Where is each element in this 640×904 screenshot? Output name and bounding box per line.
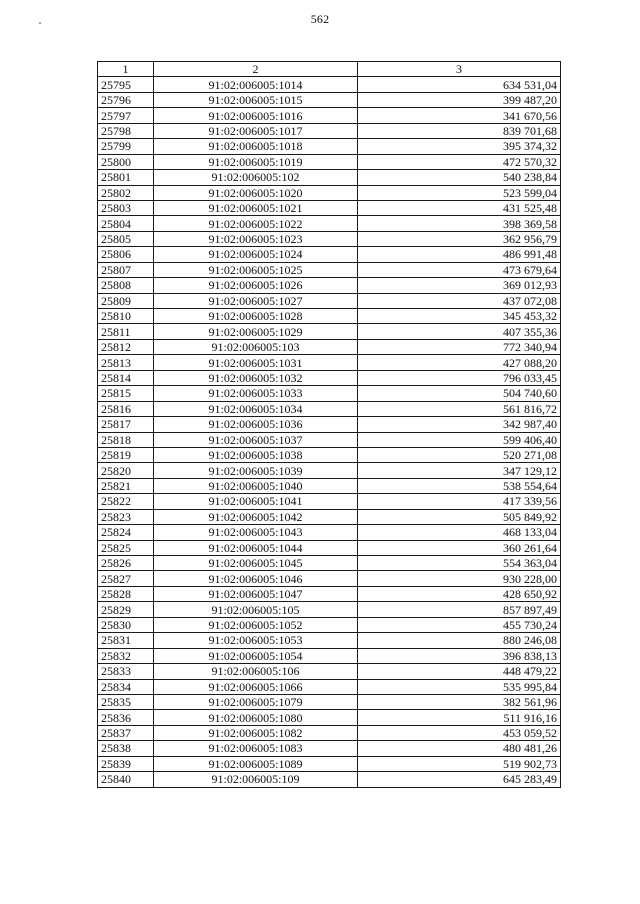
table-row: [98, 710, 561, 725]
table-row: [98, 123, 561, 138]
table-row: [98, 92, 561, 107]
cadastral-number-cell: 91:02:006005:1036: [154, 417, 358, 432]
value-cell: 347 129,12: [358, 463, 561, 478]
table-row: [98, 509, 561, 524]
value-cell: 930 228,00: [358, 571, 561, 586]
cadastral-number-cell: 91:02:006005:1079: [154, 694, 358, 709]
table-row: [98, 401, 561, 416]
cadastral-number-cell: 91:02:006005:1037: [154, 432, 358, 447]
cadastral-number-cell: 91:02:006005:1024: [154, 247, 358, 262]
table-row: [98, 478, 561, 493]
row-number-cell: 25811: [98, 324, 154, 339]
cadastral-number-cell: 91:02:006005:1023: [154, 231, 358, 246]
row-number-cell: 25825: [98, 540, 154, 555]
row-number-cell: 25828: [98, 586, 154, 601]
row-number-cell: 25834: [98, 679, 154, 694]
table-row: [98, 432, 561, 447]
cadastral-number-cell: 91:02:006005:1046: [154, 571, 358, 586]
cadastral-number-cell: 91:02:006005:1034: [154, 401, 358, 416]
column-header-3: 3: [358, 62, 561, 77]
value-cell: 486 991,48: [358, 247, 561, 262]
table-row: [98, 247, 561, 262]
value-cell: 399 487,20: [358, 92, 561, 107]
value-cell: 448 479,22: [358, 664, 561, 679]
cadastral-number-cell: 91:02:006005:1014: [154, 77, 358, 92]
table-row: [98, 386, 561, 401]
value-cell: 599 406,40: [358, 432, 561, 447]
row-number-cell: 25806: [98, 247, 154, 262]
row-number-cell: 25840: [98, 772, 154, 787]
value-cell: 468 133,04: [358, 525, 561, 540]
row-number-cell: 25819: [98, 447, 154, 462]
row-number-cell: 25836: [98, 710, 154, 725]
row-number-cell: 25826: [98, 556, 154, 571]
value-cell: 519 902,73: [358, 756, 561, 771]
cadastral-number-cell: 91:02:006005:1018: [154, 139, 358, 154]
row-number-cell: 25815: [98, 386, 154, 401]
table-row: [98, 525, 561, 540]
cadastral-number-cell: 91:02:006005:1053: [154, 633, 358, 648]
table-row: [98, 339, 561, 354]
table-row: [98, 293, 561, 308]
value-cell: 417 339,56: [358, 494, 561, 509]
value-cell: 796 033,45: [358, 370, 561, 385]
value-cell: 382 561,96: [358, 694, 561, 709]
row-number-cell: 25814: [98, 370, 154, 385]
column-header-1: 1: [98, 62, 154, 77]
value-cell: 398 369,58: [358, 216, 561, 231]
table-row: [98, 664, 561, 679]
cadastral-number-cell: 91:02:006005:1038: [154, 447, 358, 462]
value-cell: 345 453,32: [358, 309, 561, 324]
table-header-row: [98, 62, 561, 77]
cadastral-number-cell: 91:02:006005:1043: [154, 525, 358, 540]
table-row: [98, 216, 561, 231]
cadastral-number-cell: 91:02:006005:1019: [154, 154, 358, 169]
row-number-cell: 25795: [98, 77, 154, 92]
cadastral-number-cell: 91:02:006005:1028: [154, 309, 358, 324]
table-row: [98, 108, 561, 123]
table-row: [98, 571, 561, 586]
row-number-cell: 25816: [98, 401, 154, 416]
value-cell: 504 740,60: [358, 386, 561, 401]
row-number-cell: 25830: [98, 617, 154, 632]
table-row: [98, 231, 561, 246]
value-cell: 520 271,08: [358, 447, 561, 462]
table-row: [98, 463, 561, 478]
table-row: [98, 185, 561, 200]
row-number-cell: 25824: [98, 525, 154, 540]
cadastral-number-cell: 91:02:006005:1025: [154, 262, 358, 277]
value-cell: 523 599,04: [358, 185, 561, 200]
cadastral-number-cell: 91:02:006005:1042: [154, 509, 358, 524]
row-number-cell: 25803: [98, 200, 154, 215]
cadastral-number-cell: 91:02:006005:1017: [154, 123, 358, 138]
cadastral-number-cell: 91:02:006005:1016: [154, 108, 358, 123]
value-cell: 395 374,32: [358, 139, 561, 154]
row-number-cell: 25802: [98, 185, 154, 200]
value-cell: 538 554,64: [358, 478, 561, 493]
row-number-cell: 25805: [98, 231, 154, 246]
cadastral-number-cell: 91:02:006005:1021: [154, 200, 358, 215]
cadastral-number-cell: 91:02:006005:102: [154, 170, 358, 185]
cadastral-number-cell: 91:02:006005:1044: [154, 540, 358, 555]
value-cell: 634 531,04: [358, 77, 561, 92]
cadastral-number-cell: 91:02:006005:1039: [154, 463, 358, 478]
row-number-cell: 25796: [98, 92, 154, 107]
table-row: [98, 617, 561, 632]
cadastral-number-cell: 91:02:006005:1022: [154, 216, 358, 231]
cadastral-number-cell: 91:02:006005:1020: [154, 185, 358, 200]
table-row: [98, 200, 561, 215]
cadastral-number-cell: 91:02:006005:1047: [154, 586, 358, 601]
value-cell: 427 088,20: [358, 355, 561, 370]
table-row: [98, 679, 561, 694]
table-row: [98, 694, 561, 709]
table-row: [98, 540, 561, 555]
value-cell: 554 363,04: [358, 556, 561, 571]
value-cell: 472 570,32: [358, 154, 561, 169]
cadastral-number-cell: 91:02:006005:109: [154, 772, 358, 787]
table-row: [98, 77, 561, 92]
value-cell: 453 059,52: [358, 725, 561, 740]
value-cell: 473 679,64: [358, 262, 561, 277]
value-cell: 342 987,40: [358, 417, 561, 432]
cadastral-number-cell: 91:02:006005:1015: [154, 92, 358, 107]
row-number-cell: 25800: [98, 154, 154, 169]
table-row: [98, 494, 561, 509]
table-row: [98, 725, 561, 740]
cadastral-number-cell: 91:02:006005:1029: [154, 324, 358, 339]
row-number-cell: 25829: [98, 602, 154, 617]
cadastral-number-cell: 91:02:006005:105: [154, 602, 358, 617]
cadastral-number-cell: 91:02:006005:1027: [154, 293, 358, 308]
cadastral-number-cell: 91:02:006005:106: [154, 664, 358, 679]
table-row: [98, 170, 561, 185]
row-number-cell: 25798: [98, 123, 154, 138]
row-number-cell: 25838: [98, 741, 154, 756]
table-row: [98, 741, 561, 756]
table-row: [98, 772, 561, 787]
table-row: [98, 633, 561, 648]
table-row: [98, 154, 561, 169]
table-row: [98, 309, 561, 324]
value-cell: 511 916,16: [358, 710, 561, 725]
table-body: [98, 77, 561, 787]
cadastral-number-cell: 91:02:006005:1031: [154, 355, 358, 370]
value-cell: 431 525,48: [358, 200, 561, 215]
row-number-cell: 25827: [98, 571, 154, 586]
value-cell: 839 701,68: [358, 123, 561, 138]
value-cell: 645 283,49: [358, 772, 561, 787]
row-number-cell: 25820: [98, 463, 154, 478]
row-number-cell: 25797: [98, 108, 154, 123]
row-number-cell: 25817: [98, 417, 154, 432]
value-cell: 455 730,24: [358, 617, 561, 632]
row-number-cell: 25809: [98, 293, 154, 308]
row-number-cell: 25810: [98, 309, 154, 324]
value-cell: 362 956,79: [358, 231, 561, 246]
row-number-cell: 25839: [98, 756, 154, 771]
row-number-cell: 25833: [98, 664, 154, 679]
table-row: [98, 556, 561, 571]
row-number-cell: 25808: [98, 278, 154, 293]
cadastral-number-cell: 91:02:006005:1083: [154, 741, 358, 756]
row-number-cell: 25799: [98, 139, 154, 154]
table-row: [98, 278, 561, 293]
value-cell: 428 650,92: [358, 586, 561, 601]
row-number-cell: 25821: [98, 478, 154, 493]
page-number: 562: [310, 12, 330, 26]
value-cell: 561 816,72: [358, 401, 561, 416]
value-cell: 505 849,92: [358, 509, 561, 524]
row-number-cell: 25837: [98, 725, 154, 740]
row-number-cell: 25801: [98, 170, 154, 185]
table-row: [98, 324, 561, 339]
table-row: [98, 417, 561, 432]
row-number-cell: 25835: [98, 694, 154, 709]
table-row: [98, 648, 561, 663]
value-cell: 437 072,08: [358, 293, 561, 308]
table-row: [98, 262, 561, 277]
cadastral-number-cell: 91:02:006005:1080: [154, 710, 358, 725]
cadastral-value-table: [97, 61, 561, 788]
row-number-cell: 25807: [98, 262, 154, 277]
cadastral-number-cell: 91:02:006005:1041: [154, 494, 358, 509]
value-cell: 772 340,94: [358, 339, 561, 354]
value-cell: 360 261,64: [358, 540, 561, 555]
table-row: [98, 756, 561, 771]
cadastral-number-cell: 91:02:006005:1040: [154, 478, 358, 493]
table-row: [98, 370, 561, 385]
cadastral-number-cell: 91:02:006005:1082: [154, 725, 358, 740]
row-number-cell: 25813: [98, 355, 154, 370]
table-row: [98, 586, 561, 601]
cadastral-number-cell: 91:02:006005:1054: [154, 648, 358, 663]
cadastral-number-cell: 91:02:006005:103: [154, 339, 358, 354]
value-cell: 540 238,84: [358, 170, 561, 185]
row-number-cell: 25822: [98, 494, 154, 509]
value-cell: 396 838,13: [358, 648, 561, 663]
table-row: [98, 355, 561, 370]
cadastral-number-cell: 91:02:006005:1052: [154, 617, 358, 632]
cadastral-number-cell: 91:02:006005:1026: [154, 278, 358, 293]
value-cell: 341 670,56: [358, 108, 561, 123]
row-number-cell: 25832: [98, 648, 154, 663]
cadastral-number-cell: 91:02:006005:1066: [154, 679, 358, 694]
value-cell: 407 355,36: [358, 324, 561, 339]
cadastral-number-cell: 91:02:006005:1089: [154, 756, 358, 771]
value-cell: 369 012,93: [358, 278, 561, 293]
value-cell: 480 481,26: [358, 741, 561, 756]
cadastral-number-cell: 91:02:006005:1045: [154, 556, 358, 571]
column-header-2: 2: [154, 62, 358, 77]
table-row: [98, 447, 561, 462]
row-number-cell: 25818: [98, 432, 154, 447]
table-row: [98, 602, 561, 617]
row-number-cell: 25823: [98, 509, 154, 524]
cadastral-number-cell: 91:02:006005:1032: [154, 370, 358, 385]
cadastral-number-cell: 91:02:006005:1033: [154, 386, 358, 401]
value-cell: 857 897,49: [358, 602, 561, 617]
row-number-cell: 25831: [98, 633, 154, 648]
value-cell: 535 995,84: [358, 679, 561, 694]
table-row: [98, 139, 561, 154]
value-cell: 880 246,08: [358, 633, 561, 648]
row-number-cell: 25812: [98, 339, 154, 354]
row-number-cell: 25804: [98, 216, 154, 231]
